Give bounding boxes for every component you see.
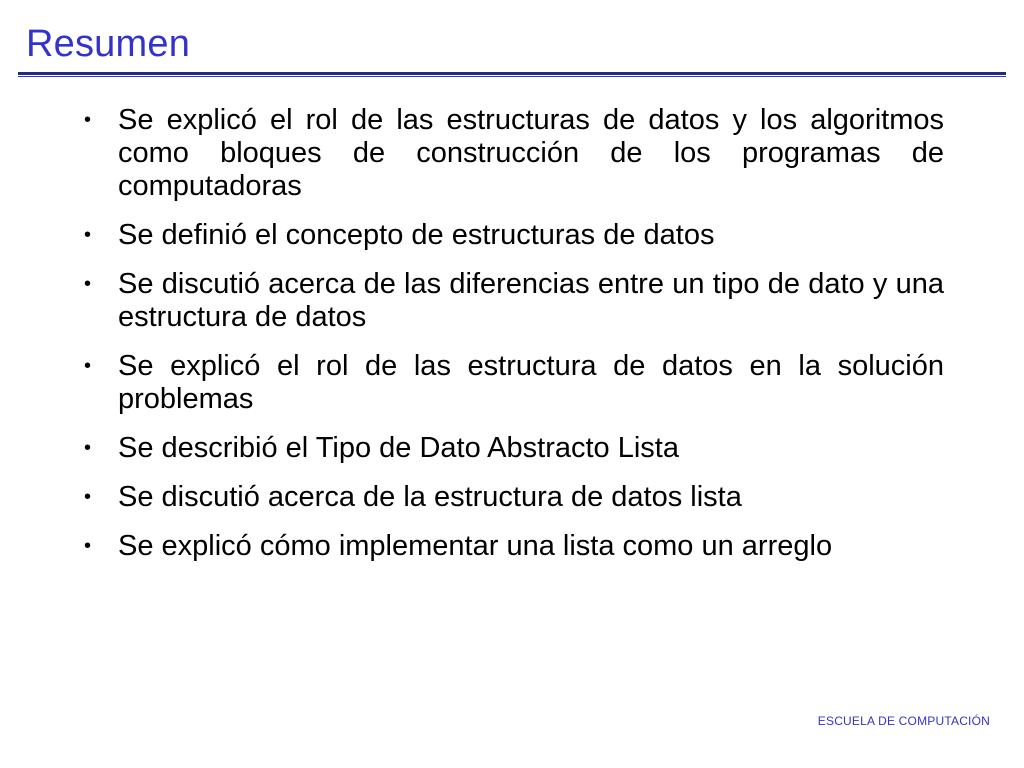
bullet-icon: • — [84, 535, 92, 557]
bullet-text: Se discutió acerca de las diferencias entre un tipo de dato y una estructura de datos — [118, 268, 944, 333]
bullet-icon: • — [84, 273, 92, 295]
title-underline-thin — [18, 76, 1006, 77]
bullet-icon: • — [84, 224, 92, 246]
bullet-icon: • — [84, 109, 92, 131]
bullet-item — [74, 350, 944, 416]
bullet-text: Se describió el Tipo de Dato Abstracto Lista — [118, 432, 679, 464]
bullet-text: Se explicó cómo implementar una lista como un arreglo — [118, 530, 833, 562]
bullet-item — [74, 481, 944, 514]
bullet-text: Se definió el concepto de estructuras de datos — [118, 219, 715, 251]
bullet-text: Se discutió acerca de la estructura de datos lista — [118, 481, 742, 513]
summary-bullet-list — [74, 104, 944, 579]
bullet-item — [74, 530, 944, 563]
title-underline-thick — [18, 72, 1006, 75]
bullet-item — [74, 268, 944, 334]
title-underline — [18, 72, 1006, 77]
slide-title: Resumen — [26, 23, 191, 65]
bullet-icon: • — [84, 437, 92, 459]
bullet-text: Se explicó el rol de las estructura de datos en la solución problemas — [118, 350, 944, 415]
footer-institution: ESCUELA DE COMPUTACIÓN — [817, 714, 990, 728]
bullet-text: Se explicó el rol de las estructuras de datos y los algoritmos como bloques de construcción de los programas de computadoras — [118, 104, 944, 202]
bullet-icon: • — [84, 486, 92, 508]
bullet-item — [74, 104, 944, 203]
bullet-icon: • — [84, 355, 92, 377]
bullet-item — [74, 219, 944, 252]
bullet-item — [74, 432, 944, 465]
